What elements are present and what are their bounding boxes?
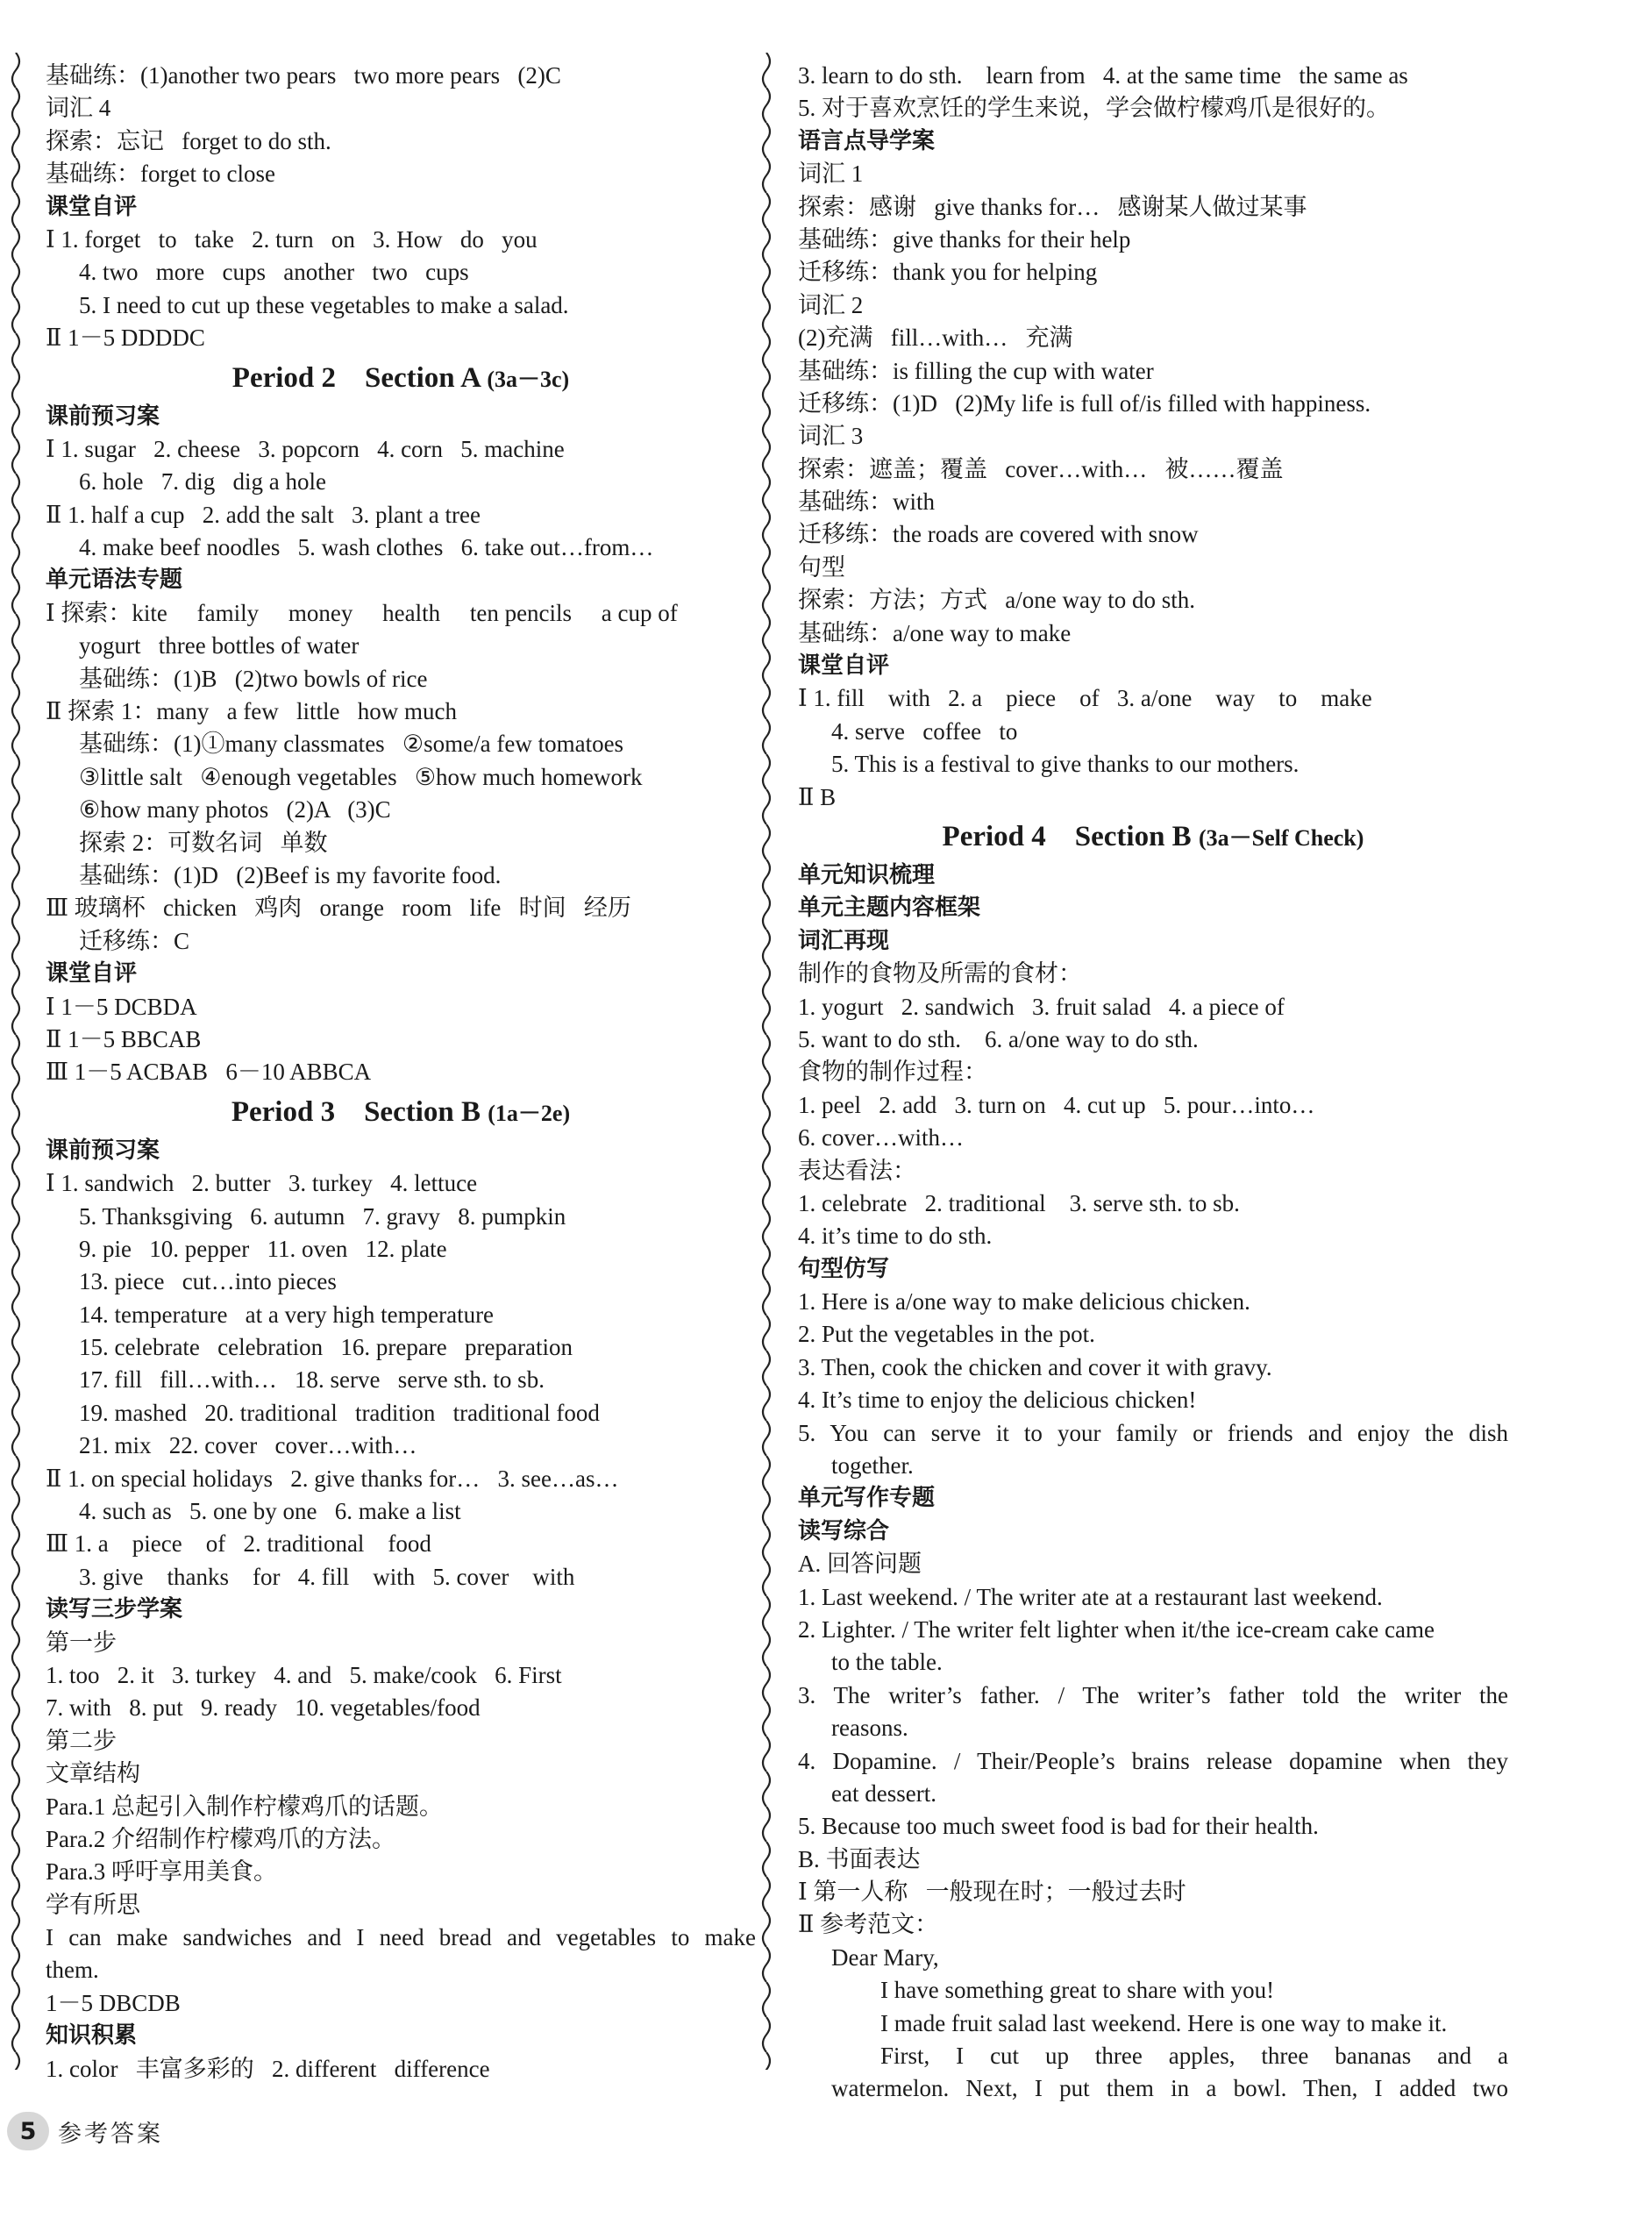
answer-line: 1. Here is a/one way to make delicious chicken. [798,1288,1250,1316]
answer-line: 5. This is a festival to give thanks to our mothers. [831,751,1300,778]
answer-line: 19. mashed 20. traditional tradition traditional food [79,1399,600,1426]
answer-line: Para.1 总起引入制作柠檬鸡爪的话题。 [46,1793,443,1820]
answer-line: 迁移练：C [79,927,190,954]
answer-line: Ⅱ 1. on special holidays 2. give thanks for… 3. see…as… [46,1465,619,1492]
answer-line: 2. Put the vegetables in the pot. [798,1321,1095,1348]
section-title-main: Period 4 Section B [942,820,1192,852]
answer-line: 探索：忘记 forget to do sth. [46,127,331,154]
answer-line: 基础练：is filling the cup with water [798,357,1154,384]
answer-line: 5. I need to cut up these vegetables to make a salad. [79,291,569,318]
answer-line: eat dessert. [831,1779,936,1807]
answer-line: 句型 [798,553,845,581]
section-title-range: (1a－2e) [488,1100,571,1126]
answer-line: 迁移练：the roads are covered with snow [798,521,1199,548]
section-heading: 单元主题内容框架 [798,895,981,922]
answer-line: 4. It’s time to enjoy the delicious chicken! [798,1387,1197,1414]
answer-line: Ⅰ 1. fill with 2. a piece of 3. a/one way to make [798,685,1372,712]
answer-line: ⑥how many photos (2)A (3)C [79,796,391,824]
answer-line: I can make sandwiches and I need bread and vegetables to make [46,1924,756,1951]
section-heading: 课堂自评 [798,652,890,680]
answer-line: 13. piece cut…into pieces [79,1268,337,1295]
answer-line: 词汇 2 [798,291,864,318]
answer-line: (2)充满 fill…with… 充满 [798,324,1073,352]
answer-line: 基础练：a/one way to make [798,619,1072,646]
answer-line: 探索：方法；方式 a/one way to do sth. [798,587,1195,614]
answer-line: 基础练：(1)another two pears two more pears (2)C [46,62,561,89]
answer-line: 5. Thanksgiving 6. autumn 7. gravy 8. pumpkin [79,1202,566,1230]
answer-line: to the table. [831,1649,943,1676]
answer-line: 食物的制作过程： [798,1059,987,1086]
answer-line: 3. Then, cook the chicken and cover it with gravy. [798,1353,1272,1380]
answer-line: 文章结构 [46,1760,140,1787]
answer-line: 5. Because too much sweet food is bad for their health. [798,1813,1319,1840]
answer-line: Ⅰ 1－5 DCBDA [46,993,197,1020]
section-title-main: Period 3 Section B [231,1095,481,1128]
answer-line: 词汇 4 [46,95,111,122]
answer-line: 基础练：(1)①many classmates ②some/a few tomatoes [79,731,624,758]
answer-line: 迁移练：(1)D (2)My life is full of/is filled with happiness. [798,389,1371,417]
section-heading: 单元写作专题 [798,1485,936,1512]
left-column [46,60,756,2086]
answer-line: 基础练：forget to close [46,160,275,188]
section-heading: 词汇再现 [798,927,890,954]
answer-line: Ⅰ 1. sugar 2. cheese 3. popcorn 4. corn 5. machine [46,435,565,462]
answer-line: 3. learn to do sth. learn from 4. at the same time the same as [798,62,1408,89]
answer-line: 14. temperature at a very high temperature [79,1301,495,1328]
answer-line: yogurt three bottles of water [79,632,360,660]
answer-line: watermelon. Next, I put them in a bowl. Then, I added two [831,2075,1508,2102]
answer-line: Ⅱ 1. half a cup 2. add the salt 3. plant a tree [46,501,481,528]
answer-line: 基础练：with [798,488,936,516]
answer-line: ③little salt ④enough vegetables ⑤how much homework [79,763,643,790]
answer-line: 词汇 3 [798,423,864,450]
answer-line: Ⅱ 探索 1：many a few little how much [46,698,458,725]
answer-line: Ⅰ 第一人称 一般现在时；一般过去时 [798,1879,1186,1906]
answer-line: 6. cover…with… [798,1124,964,1152]
answer-line: 7. with 8. put 9. ready 10. vegetables/food [46,1694,481,1722]
left-margin-wavy-line [5,53,26,2070]
answer-line: 1. peel 2. add 3. turn on 4. cut up 5. pour…into… [798,1091,1315,1118]
section-heading: 知识积累 [46,2022,138,2050]
answer-line: Ⅰ 探索：kite family money health ten pencils a cup of [46,599,678,626]
answer-line: I have something great to share with you! [880,1977,1275,2004]
answer-line: 4. make beef noodles 5. wash clothes 6. take out…from… [79,534,654,561]
answer-line: 4. Dopamine. / Their/People’s brains release dopamine when they [798,1747,1508,1774]
answer-line: 探索：遮盖；覆盖 cover…with… 被……覆盖 [798,455,1284,482]
answer-line: B. 书面表达 [798,1845,921,1872]
section-title [46,1089,756,1135]
answer-line: 迁移练：thank you for helping [798,259,1098,286]
answer-line: 15. celebrate celebration 16. prepare preparation [79,1334,573,1361]
answer-line: Ⅱ B [798,783,837,810]
answer-line: Ⅱ 1－5 BBCAB [46,1025,202,1052]
section-title-range: (3a－3c) [487,366,570,392]
section-heading: 语言点导学案 [798,127,936,154]
answer-line: Ⅱ 参考范文： [798,1911,939,1938]
section-heading: 课前预习案 [46,1137,160,1164]
page-number: 5 [7,2112,49,2150]
answer-line: Ⅱ 1－5 DDDDC [46,324,205,352]
section-heading: 课堂自评 [46,193,138,220]
answer-line: 基础练：give thanks for their help [798,225,1131,253]
answer-line: Ⅰ 1. sandwich 2. butter 3. turkey 4. lettuce [46,1170,478,1197]
section-title [798,814,1508,859]
answer-line: 4. it’s time to do sth. [798,1223,993,1250]
answer-line: 9. pie 10. pepper 11. oven 12. plate [79,1235,447,1262]
answer-line: 1. too 2. it 3. turkey 4. and 5. make/cook 6. First [46,1661,562,1688]
section-title-range: (3a－Self Check) [1198,824,1364,851]
answer-line: I made fruit salad last weekend. Here is one way to make it. [880,2009,1448,2036]
section-title [46,355,756,401]
answer-line: Ⅲ 玻璃杯 chicken 鸡肉 orange room life 时间 经历 [46,895,631,922]
answer-line: A. 回答问题 [798,1551,922,1578]
section-heading: 单元知识梳理 [798,861,936,888]
answer-line: 1－5 DBCDB [46,1989,181,2016]
answer-line: 探索 2：可数名词 单数 [79,829,328,856]
answer-line: Ⅰ 1. forget to take 2. turn on 3. How do you [46,225,538,253]
answer-line: 5. You can serve it to your family or friends and enjoy the dish [798,1419,1508,1446]
answer-line: 基础练：(1)D (2)Beef is my favorite food. [79,861,502,888]
column-divider-wavy-line [756,53,777,2070]
answer-line: 制作的食物及所需的食材： [798,960,1082,988]
answer-line: them. [46,1957,99,1984]
answer-line: reasons. [831,1715,908,1742]
answer-line: 表达看法： [798,1157,916,1184]
answer-line: 1. celebrate 2. traditional 3. serve sth. to sb. [798,1189,1240,1216]
answer-line: 3. give thanks for 4. fill with 5. cover with [79,1563,575,1590]
answer-line: 1. yogurt 2. sandwich 3. fruit salad 4. a piece of [798,993,1285,1020]
section-heading: 读写综合 [798,1517,890,1544]
answer-line: 探索：感谢 give thanks for… 感谢某人做过某事 [798,193,1307,220]
answer-line: 17. fill fill…with… 18. serve serve sth. to sb. [79,1366,545,1394]
answer-line: 5. 对于喜欢烹饪的学生来说，学会做柠檬鸡爪是很好的。 [798,95,1390,122]
answer-line: 学有所思 [46,1891,140,1918]
answer-line: 基础练：(1)B (2)two bowls of rice [79,665,428,692]
answer-line: Dear Mary, [831,1943,939,1971]
answer-line: 5. want to do sth. 6. a/one way to do sth. [798,1025,1199,1052]
answer-line: Ⅲ 1. a piece of 2. traditional food [46,1530,431,1558]
section-heading: 课堂自评 [46,960,138,988]
section-heading: 句型仿写 [798,1255,890,1282]
answer-line: 21. mix 22. cover cover…with… [79,1432,417,1459]
answer-line: Ⅲ 1－5 ACBAB 6－10 ABBCA [46,1059,372,1086]
page-footer [7,2112,235,2150]
section-heading: 读写三步学案 [46,1596,183,1623]
answer-line: 第二步 [46,1727,117,1754]
answer-line: Para.3 呼吁享用美食。 [46,1858,277,1886]
section-title-main: Period 2 Section A [231,361,481,394]
section-heading: 单元语法专题 [46,567,183,594]
answer-line: 4. serve coffee to [831,717,1018,745]
answer-line: 1. color 丰富多彩的 2. different difference [46,2055,490,2082]
answer-line: 4. two more cups another two cups [79,259,469,286]
footer-label: 参考答案 [58,2120,163,2148]
answer-line: 2. Lighter. / The writer felt lighter when it/the ice-cream cake came [798,1615,1435,1643]
answer-line: Para.2 介绍制作柠檬鸡爪的方法。 [46,1825,395,1852]
answer-line: 3. The writer’s father. / The writer’s father told the writer the [798,1681,1508,1708]
answer-line: 4. such as 5. one by one 6. make a list [79,1498,461,1525]
answer-line: 第一步 [46,1629,117,1656]
answer-line: together. [831,1452,914,1480]
answer-line: First, I cut up three apples, three bananas and a [880,2043,1508,2070]
answer-line: 词汇 1 [798,160,864,188]
answer-line: 6. hole 7. dig dig a hole [79,468,326,496]
answer-line: 1. Last weekend. / The writer ate at a restaurant last weekend. [798,1583,1383,1610]
section-heading: 课前预习案 [46,403,160,430]
right-column [798,60,1508,2106]
